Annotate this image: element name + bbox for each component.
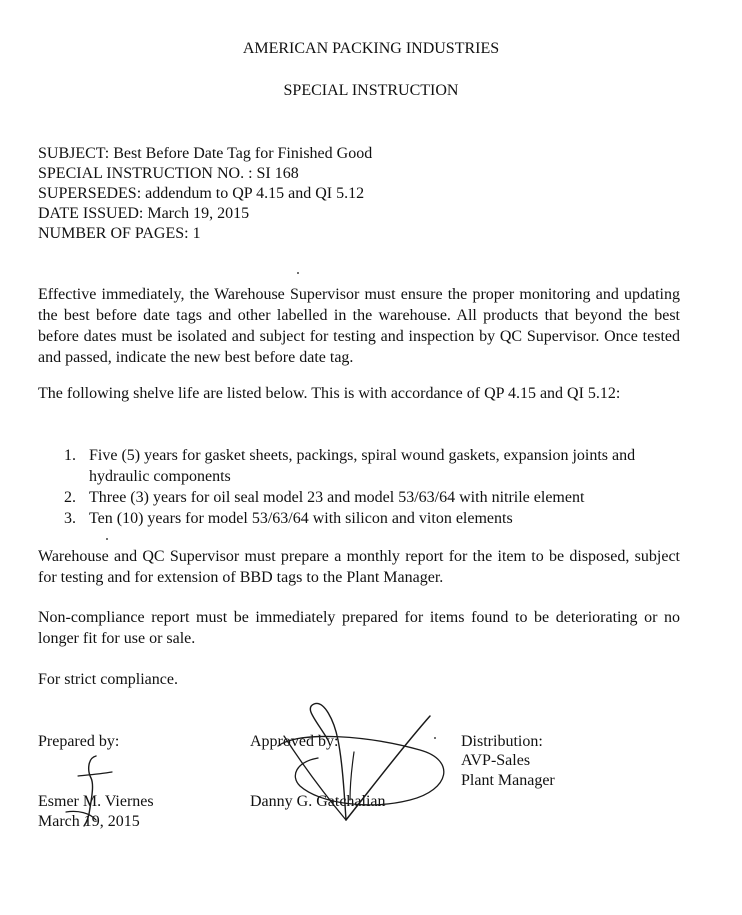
approver-signature xyxy=(270,700,460,830)
list-text: Five (5) years for gasket sheets, packings, spiral wound gaskets, expansion joints and hydraulic components xyxy=(89,447,636,485)
document-type: SPECIAL INSTRUCTION xyxy=(283,82,459,99)
scan-speck xyxy=(297,272,299,274)
paragraph-closing: For strict compliance. xyxy=(38,671,178,688)
subject-line: SUBJECT: Best Before Date Tag for Finished Good xyxy=(38,145,373,162)
list-number: 1. xyxy=(64,447,76,464)
number-of-pages: NUMBER OF PAGES: 1 xyxy=(38,225,201,242)
supersedes-line: SUPERSEDES: addendum to QP 4.15 and QI 5.12 xyxy=(38,185,365,202)
paragraph-non-compliance: Non-compliance report must be immediately prepared for items found to be deteriorating or no longer fit for use or sale. xyxy=(38,609,680,647)
scan-speck xyxy=(106,538,108,540)
prepared-by-label: Prepared by: xyxy=(38,733,120,750)
instruction-number: SPECIAL INSTRUCTION NO. : SI 168 xyxy=(38,165,299,182)
list-item xyxy=(38,508,680,529)
approved-by-label: Approved by: xyxy=(250,733,339,750)
scan-speck xyxy=(434,737,436,739)
date-issued: DATE ISSUED: March 19, 2015 xyxy=(38,205,250,222)
list-item xyxy=(38,487,680,508)
paragraph-monthly-report: Warehouse and QC Supervisor must prepare a monthly report for the item to be disposed, subject for testing and for extension of BBD tags to the Plant Manager. xyxy=(38,548,680,586)
list-item xyxy=(38,445,680,487)
list-number: 3. xyxy=(64,510,76,527)
paragraph-directive: Effective immediately, the Warehouse Supervisor must ensure the proper monitoring and updating the best before date tags and other labelled in the warehouse. All products that beyond the best before dates must be isolated and subject for testing and inspection by QC Supervisor. Once tested and passed, indicate the new best before date tag. xyxy=(38,286,680,366)
company-name: AMERICAN PACKING INDUSTRIES xyxy=(242,40,500,57)
prepared-by-name: Esmer M. Viernes xyxy=(38,793,154,810)
approved-by-name: Danny G. Gatchalian xyxy=(250,793,386,810)
list-text: Ten (10) years for model 53/63/64 with silicon and viton elements xyxy=(89,510,513,527)
list-number: 2. xyxy=(64,489,76,506)
paragraph-shelf-life-intro: The following shelve life are listed below. This is with accordance of QP 4.15 and QI 5.12: xyxy=(38,385,621,402)
distribution-item: AVP-Sales xyxy=(461,752,531,769)
prepared-date: March 19, 2015 xyxy=(38,813,140,830)
shelf-life-list xyxy=(38,445,680,529)
list-text: Three (3) years for oil seal model 23 and model 53/63/64 with nitrile element xyxy=(89,489,585,506)
distribution-label: Distribution: xyxy=(461,733,543,750)
distribution-item: Plant Manager xyxy=(461,772,555,789)
preparer-signature xyxy=(60,750,130,830)
